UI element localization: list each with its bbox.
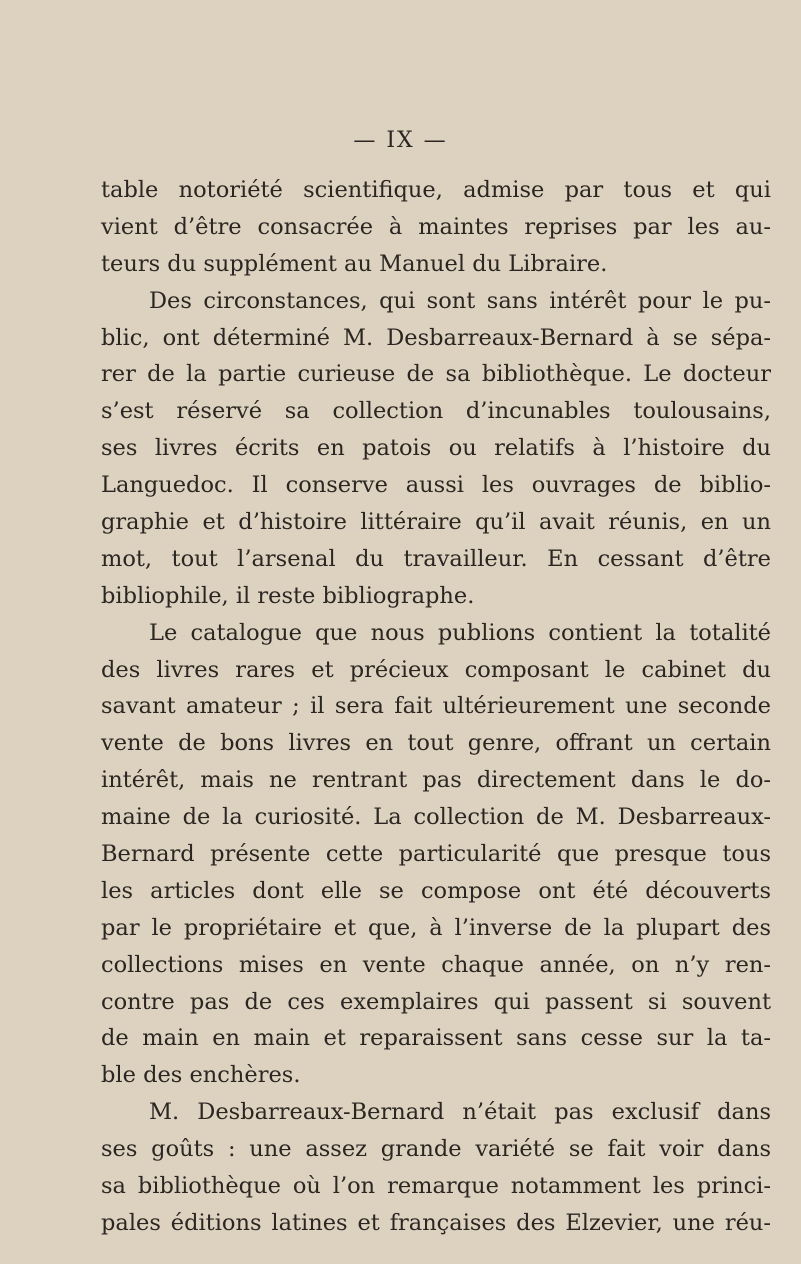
text-line: teurs du supplément au Manuel du Libraire. bbox=[101, 250, 608, 277]
page-number-header: — IX — bbox=[353, 128, 448, 153]
text-line: de main en main et reparaissent sans cesse sur la ta- bbox=[101, 1025, 771, 1052]
text-line: bibliophile, il reste bibliographe. bbox=[101, 582, 475, 609]
text-line: ses livres écrits en patois ou relatifs à l’histoire du bbox=[101, 435, 771, 462]
text-line: s’est réservé sa collection d’incunables toulousains, bbox=[101, 398, 771, 425]
text-line: des livres rares et précieux composant le cabinet du bbox=[101, 656, 771, 683]
text-line: contre pas de ces exemplaires qui passent si souvent bbox=[101, 988, 771, 1015]
body-text bbox=[101, 172, 771, 1242]
text-line: les articles dont elle se compose ont été découverts bbox=[101, 877, 771, 904]
text-line: pales éditions latines et françaises des Elzevier, une réu- bbox=[101, 1209, 771, 1236]
text-line: vente de bons livres en tout genre, offrant un certain bbox=[101, 730, 771, 757]
text-line: par le propriétaire et que, à l’inverse de la plupart des bbox=[101, 914, 771, 941]
text-line: rer de la partie curieuse de sa bibliothèque. Le docteur bbox=[101, 361, 771, 388]
text-line: savant amateur ; il sera fait ultérieurement une seconde bbox=[101, 693, 771, 720]
text-line: graphie et d’histoire littéraire qu’il avait réunis, en un bbox=[101, 509, 771, 536]
text-line: maine de la curiosité. La collection de M. Desbarreaux- bbox=[101, 804, 771, 831]
text-line: M. Desbarreaux-Bernard n’était pas exclusif dans bbox=[149, 1099, 771, 1126]
text-line: mot, tout l’arsenal du travailleur. En cessant d’être bbox=[101, 545, 771, 572]
text-line: Bernard présente cette particularité que presque tous bbox=[101, 841, 771, 868]
text-line: vient d’être consacrée à maintes reprises par les au- bbox=[101, 213, 771, 240]
text-line: sa bibliothèque où l’on remarque notamment les princi- bbox=[101, 1173, 771, 1200]
text-line: ble des enchères. bbox=[101, 1062, 301, 1089]
text-line: blic, ont déterminé M. Desbarreaux-Bernard à se sépa- bbox=[101, 324, 771, 351]
text-line: Des circonstances, qui sont sans intérêt pour le pu- bbox=[149, 287, 771, 314]
text-line: table notoriété scientifique, admise par tous et qui bbox=[101, 177, 771, 203]
text-line: Le catalogue que nous publions contient la totalité bbox=[149, 619, 771, 646]
text-line: ses goûts : une assez grande variété se fait voir dans bbox=[101, 1136, 771, 1163]
text-line: collections mises en vente chaque année, on n’y ren- bbox=[101, 951, 771, 978]
text-line: Languedoc. Il conserve aussi les ouvrages de biblio- bbox=[101, 472, 771, 499]
text-line: intérêt, mais ne rentrant pas directement dans le do- bbox=[101, 767, 771, 794]
